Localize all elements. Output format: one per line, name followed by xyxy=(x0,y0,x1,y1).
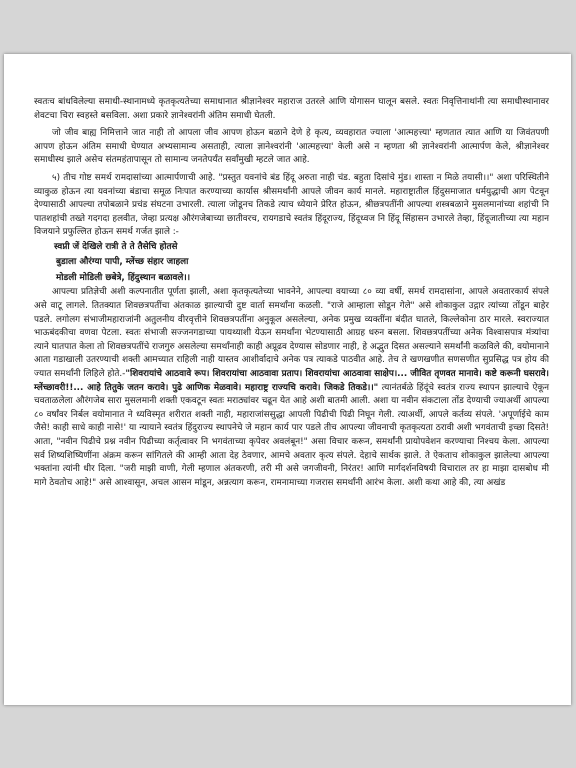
paragraph-ramdas: ५) तीच गोष्ट समर्थ रामदासांच्या आत्मार्पणाची आहे. "प्रस्तुत यवनांचे बंड हिंदू अरुता नाही चंड. बहुता दिसांचे मुंड। शास्ता न मिळे तयासी।।" अशा परिस्थितीने व्याकुळ होऊन त्या यवनांच्या बंडाचा समूळ निःपात करण्याच्या कार्यास श्रीसमर्थांनी आपले जीवन कार्य मानले. महाराष्ट्रातील हिंदुसमाजात धर्मयुद्धाची आग पेटवून देण्यासाठी आपल्या तपोबळाने प्रचंड संघटना उभारली. त्याला जोडूनच तिकडे त्याच ध्येयाने प्रेरित होऊन, श्रीछत्रपतींनी आपल्या शस्त्रबळाने मुसलमानांच्या शहांची नि पातशहांची तख्ते गदगदा हलवीत, जेव्हा प्रत्यक्ष औरंगजेबाच्या छातीवरच, रायगडाचे स्वतंत्र हिंदूराज्य, हिंदूध्वज नि हिंदू सिंहासन उभारले तेव्हा, हिंदूजातीच्या त्या महान विजयाने प्रफुल्लित होऊन समर्थ गर्जत झाले :- xyxy=(34,172,549,238)
paragraph-shivaji-text: आपल्या प्रतिज्ञेची अशी कल्पनातीत पूर्णता झाली, अशा कृतकृत्यतेच्या भावनेने, आपल्या वयाच्या ८० व्या वर्षी, समर्थ रामदासांना, आपले अवतारकार्य संपले असे वाटू लागले. तितक्यात शिवछत्रपतींचा अंतकाळ झाल्याची दुष्ट वार्ता समर्थांना कळली. "राजे आम्हाला सोडून गेले" असे शोकाकुल उद्गार त्यांच्या तोंडून बाहेर पडले. लगोलग संभाजीमहाराजांनी अतुलनीय वीरवृत्तीने शिवछत्रपतींना अनुकूल असलेल्या, अनेक प्रमुख व्यक्तींना बंदीत घातले, किल्लेकोना ठार मारले. स्वराज्यात भाऊबंदकीचा वणवा पेटला. स्वतः संभाजी सज्जनगडाच्या पायथ्याशी येऊन समर्थांना भेटण्यासाठी आग्रह धरुन बसला. शिवछत्रपतींच्या अनेक विश्वासपात्र मंत्र्यांचा त्याने घातपात केला तो शिवछत्रपतींचे राजगुरु असलेल्या समर्थांनाही काही अप्रूढव देण्यास सोडणार नाही, हे अद्भुत दिसत असल्याने समर्थांनी कळविले की, वयोमानाने आता गडाखाली उतरण्याची शक्ती आमच्यात राहिली नाही यास्तव आशीर्वादाचे अनेक पत्र त्याकडे पाठवीत आहे. तेच ते खणखणीत सणसणीत सुप्रसिद्ध पत्र होय की ज्यात समर्थांनी लिहिले होते.- xyxy=(34,287,549,379)
verse-line-3: मोडली मोडिली छबेत्रे, हिंदुस्थान बळावले।। xyxy=(56,272,191,283)
paragraph-atmarpan: जो जीव बाह्य निमित्ताने जात नाही तो आपला जीव आपण होऊन बळाने देणे हे कृत्य, व्यवहारात ज्याला 'आत्महत्त्या' म्हणतात त्यात आणि या जिवंतपणी आपण होऊन अंतिम समाधी घेण्यात अभ्यसामान्य असताही, त्याला ज्ञानेश्वरांनी 'आत्महत्त्या' केली असे न म्हणता श्री ज्ञानेश्वरांनी आत्मार्पण केले, श्रीज्ञानेश्वर समाधीस्थ झाले असेच संतमहंतापासून तो सामान्य जनतेपर्यंत सर्वांमुखी म्हटले जात आहे. xyxy=(34,128,549,166)
verse-line-1: स्वप्नी जें देखिले रात्री ते ते तैसेचि होतसे xyxy=(54,241,178,252)
document-page xyxy=(4,54,571,705)
quote-shivrayanche: "शिवरायांचे आठवावे रूप। शिवरायांचा आठवावा प्रताप। शिवरायांचा आठवावा साक्षेप।... जीवित तृणवत मानावे। कष्टे करूनी घसरावे। म्लेंच्छावरी!!... आहे तितुके जतन करावे। पुढे आणिक मेळवावे। महाराष्ट्र राज्यचि करावे। जिकडे तिकडे।।" xyxy=(34,369,549,393)
paragraph-shivaji xyxy=(34,286,549,490)
paragraph-samadhi: स्वतःच बांधविलेल्या समाधी-स्थानामध्ये कृतकृत्यतेच्या समाधानात श्रीज्ञानेश्वर महाराज उतरले आणि योगासन घालून बसले. स्वतः निवृत्तिनाथांनी त्या समाधीस्थानावर शेवटचा चिरा स्वहस्ते बसविला. अशा प्रकारे ज्ञानेश्वरांनी अंतिम समाधी घेतली. xyxy=(34,97,549,121)
paragraph-aurangzeb-text: त्यानंतर्बळे हिंदूंचे स्वतंत्र राज्य स्थापन झाल्याचे ऐकून चवताळलेला औरंगजेब सारा मुसलमानी शक्ती एकवटून स्वतः मराठ्यांवर चढून येत आहे अशी बातमी आली. अशा या नवीन संकटाला तोंड देण्याची ज्याअर्थी आपल्या ८० वर्षांवर निर्बल वयोमानात ने ध्यविस्मृत शरीरात शक्ती नाही, महाराजांससुद्धा आपली पिढीची पिढी निघून गेली. त्याअर्थी, आपले कर्तव्य संपले. 'अपूर्णाईचे काम जैसे! काही साधे काही नासे!' या न्यायाने स्वतंत्र हिंदुराज्य स्थापनेचे जे महान कार्य पार पडले तीच आपल्या जीवनाची कृतकृत्यता ठरावी अशी भगवंताची इच्छा दिसते! आता, "नवीन पिढीचे प्रश्न नवीन पिढीच्या कर्तृत्वावर नि भगवंताच्या कृपेवर अवलंबून!" असा विचार करून, समर्थांनी प्रायोपवेशन करण्याचा निश्चय केला. आपल्या सर्व शिष्यशिष्यिणींना अंक्रम करून सांगितले की आम्ही आता देह ठेवणार, आमचे अवतार कृत्य संपले. देहाचे सार्थक झाले. ते ऐकताच शोकाकुल झालेल्या आपल्या भक्तांना त्यांनी धीर दिला. "जरी माझी वाणी, गेली म्हणाल अंतकरणी, तरी मी असे जगजीवनी, निरंतर! आणि मार्गदर्शनविषयी विचाराल तर हा माझा दासबोध मी मागे ठेवतोच आहे!" असे आश्वासून, अचल आसन मांडून, अन्नत्याग करून, रामनामाच्या गजरास समर्थांनी आरंभ केला. अशी कथा आहे की, त्या अखंड xyxy=(34,382,549,488)
verse-line-2: बुडाला औरंग्या पापी, म्लेंच्छ संहार जाहला xyxy=(56,257,189,268)
page-body xyxy=(34,96,549,490)
